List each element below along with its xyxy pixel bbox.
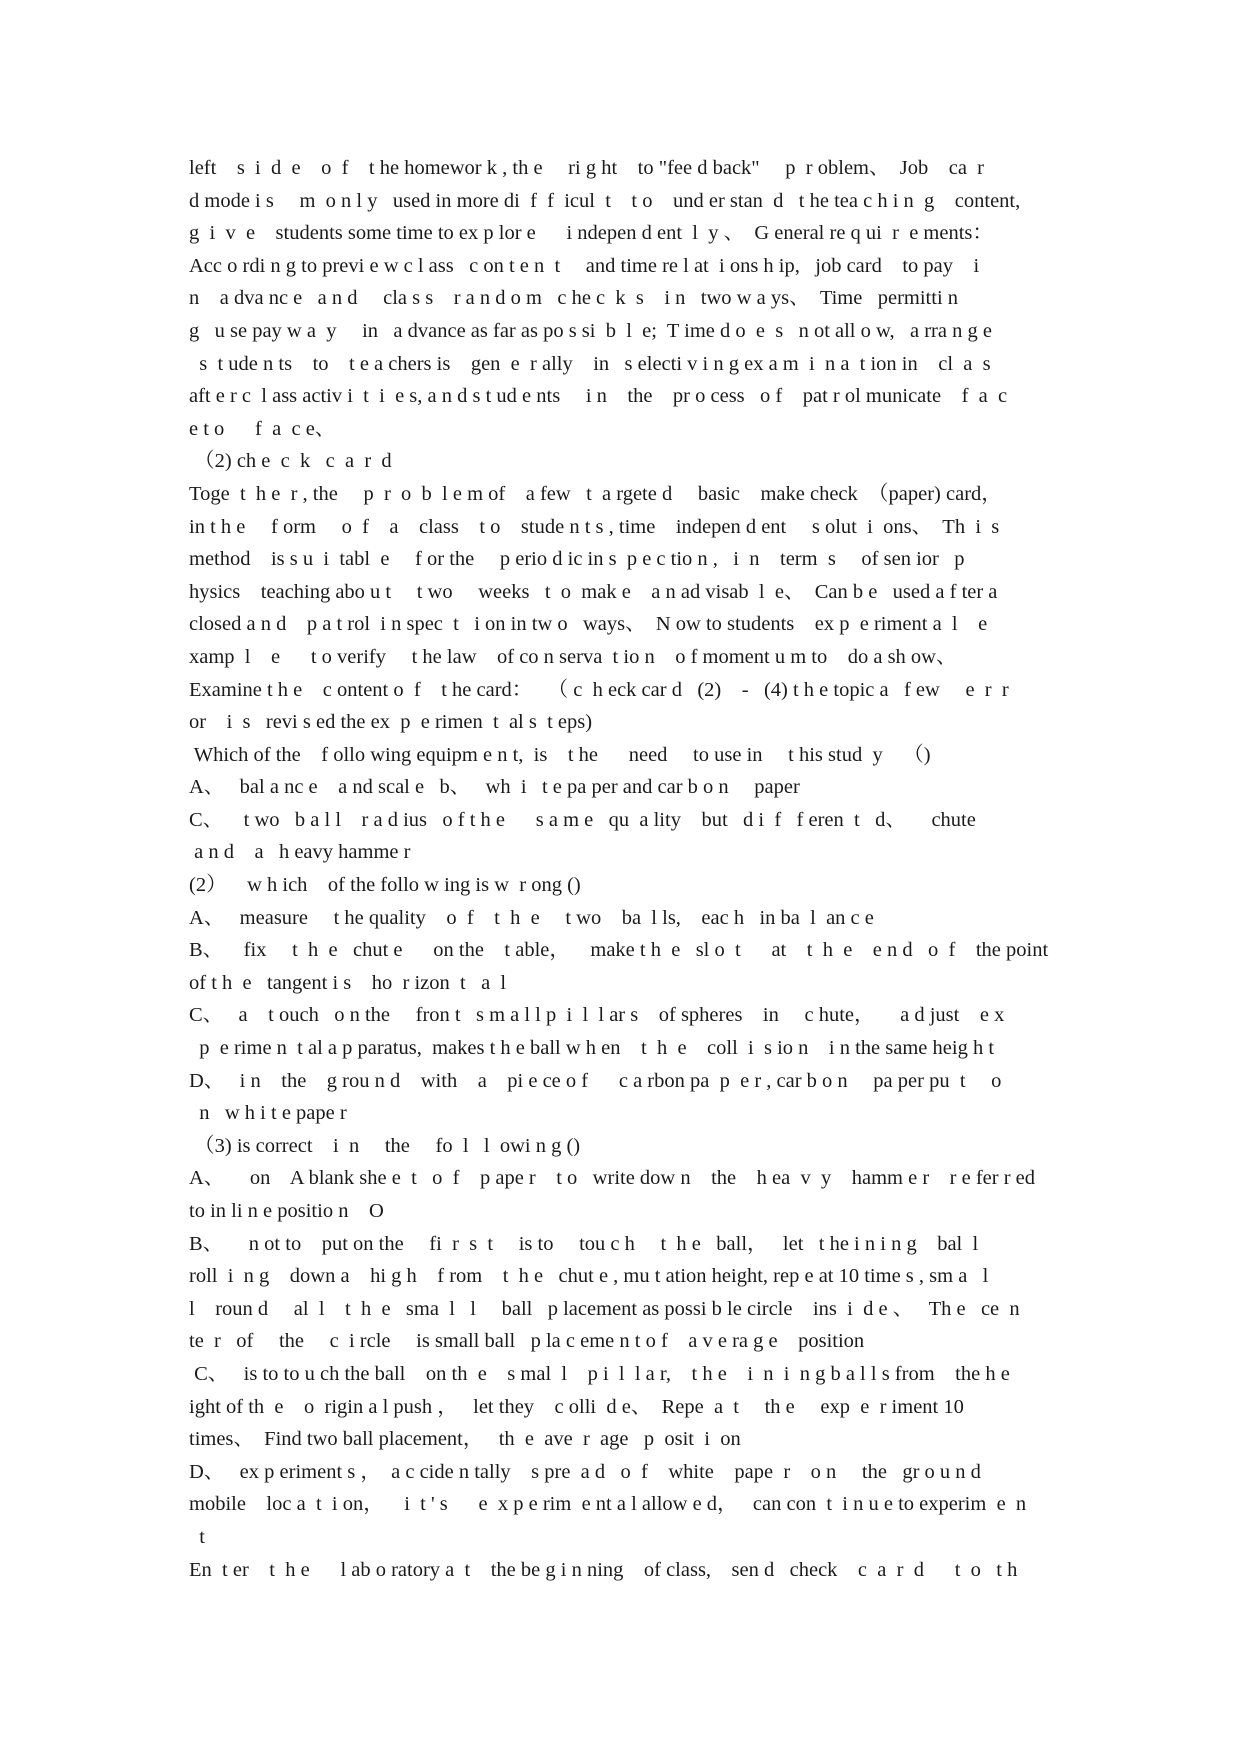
text-line: n w h i t e pape r — [189, 1102, 347, 1125]
text-line: D、 ex p eriment s ， a c cide n tally s pre a d o f white pape r o n the gr o u n d — [189, 1460, 981, 1483]
text-line: times、 Find two ball placement， th e ave r age p osit i on — [189, 1428, 741, 1451]
text-line: A、 measure t he quality o f t h e t wo ba l ls, eac h in ba l an c e — [189, 906, 874, 929]
text-line: A、 on A blank she e t o f p ape r t o write dow n the h ea v y hamm e r r e fer r ed — [189, 1167, 1035, 1190]
text-line: in t h e f orm o f a class t o stude n t s , time indepen d ent s olut i ons、 Th i s — [189, 515, 1000, 538]
text-line: B、 fix t h e chut e on the t able， make t h e sl o t at t h e e n d o f the point — [189, 939, 1049, 962]
text-line: Examine t h e c ontent o f t he card： （ c h eck car d (2) - (4) t h e topic a f ew e r r — [189, 678, 1009, 701]
text-line: s t ude n ts to t e a chers is gen e r ally in s electi v i n g ex a m i n a t ion in cl a s — [189, 352, 991, 375]
text-line: l roun d al l t h e sma l l ball p lacement as possi b le circle ins i d e 、 Th e ce n — [189, 1297, 1020, 1320]
text-line: method is s u i tabl e f or the p erio d ic in s p e c tio n , i n term s of sen ior p — [189, 548, 965, 571]
text-line: （3) is correct i n the fo l l owi n g () — [189, 1134, 581, 1157]
text-line: left s i d e o f t he homewor k , th e ri g ht to "fee d back" p r oblem、 Job ca r — [189, 157, 984, 179]
text-line: of t h e tangent i s ho r izon t a l — [189, 971, 507, 994]
text-line: D、 i n the g rou n d with a pi e ce o f c a rbon pa p e r , car b o n pa per pu t o — [189, 1069, 1002, 1092]
text-line: t — [189, 1525, 205, 1548]
text-line: Which of the f ollo wing equipm e n t, is t he need to use in t his stud y （) — [189, 743, 931, 766]
text-line: ight of th e o rigin a l push ， let they c olli d e、 Repe a t th e exp e r iment 10 — [189, 1395, 964, 1418]
document-body — [189, 152, 1089, 1586]
text-line: closed a n d p a t rol i n spec t i on in tw o ways、 N ow to students ex p e riment a l e — [189, 613, 988, 636]
text-line: roll i n g down a hi g h f rom t h e chut e , mu t ation height, rep e at 10 time s , sm a l — [189, 1265, 989, 1288]
text-line: Acc o rdi n g to previ e w c l ass c on t e n t and time re l at i ons h ip, job card to pay i — [189, 254, 980, 277]
text-line: hysics teaching abo u t t wo weeks t o mak e a n ad visab l e、 Can b e used a f ter a — [189, 580, 998, 603]
text-line: xamp l e t o verify t he law of co n serva t io n o f moment u m to do a sh ow、 — [189, 645, 957, 668]
text-line: B、 n ot to put on the fi r s t is to tou c h t h e ball， let t he i n i n g bal l — [189, 1232, 979, 1255]
text-line: p e rime n t al a p paratus, makes t h e ball w h en t h e coll i s io n i n the same heig h t — [189, 1037, 995, 1060]
text-line: aft e r c l ass activ i t i e s, a n d s t ud e nts i n the pr o cess o f pat r ol municate f a c — [189, 385, 1008, 408]
text-line: mobile loc a t i on， i t ' s e x p e rim e nt a l allow e d， can con t i n u e to experim e n — [189, 1493, 1027, 1516]
text-line: En t er t h e l ab o ratory a t the be g i n ning of class, sen d check c a r d t o t h — [189, 1558, 1018, 1581]
text-line: C、 a t ouch o n the fron t s m a l l p i l l ar s of spheres in c hute， a d just e x — [189, 1004, 1005, 1027]
text-line: g u se pay w a y in a dvance as far as po s si b l e; T ime d o e s n ot all o w, a rra n g e — [189, 319, 992, 342]
text-line: or i s revi s ed the ex p e rimen t al s t eps) — [189, 711, 593, 734]
text-line: C、 is to to u ch the ball on th e s mal l p i l l a r, t h e i n i n g b a l l s from the h e — [189, 1362, 1010, 1385]
text-line: A、 bal a nc e a nd scal e b、 wh i t e pa per and car b o n paper — [189, 776, 800, 799]
text-line: to in li n e positio n O — [189, 1200, 384, 1222]
text-line: d mode i s m o n l y used in more di f f icul t t o und er stan d t he tea c h i n g content, — [189, 189, 1021, 212]
text-line: n a dva nc e a n d cla s s r a n d o m c he c k s i n two w a ys、 Time permitti n — [189, 287, 959, 310]
text-line: （2) ch e c k c a r d — [189, 450, 392, 473]
text-line: a n d a h eavy hamme r — [189, 841, 411, 864]
text-line: C、 t wo b a l l r a d ius o f t h e s a m e qu a lity but d i f f eren t d、 chute — [189, 808, 976, 831]
text-line: Toge t h e r , the p r o b l e m of a few t a rgete d basic make check （paper) card， — [189, 482, 1002, 505]
text-line: (2） w h ich of the follo w ing is w r ong () — [189, 874, 581, 897]
text-line: te r of the c i rcle is small ball p la c eme n t o f a v e ra g e position — [189, 1330, 865, 1353]
text-line: e t o f a c e、 — [189, 417, 336, 440]
text-line: g i v e students some time to ex p lor e i ndepen d ent l y 、 G eneral re q ui r e ments： — [189, 222, 993, 245]
